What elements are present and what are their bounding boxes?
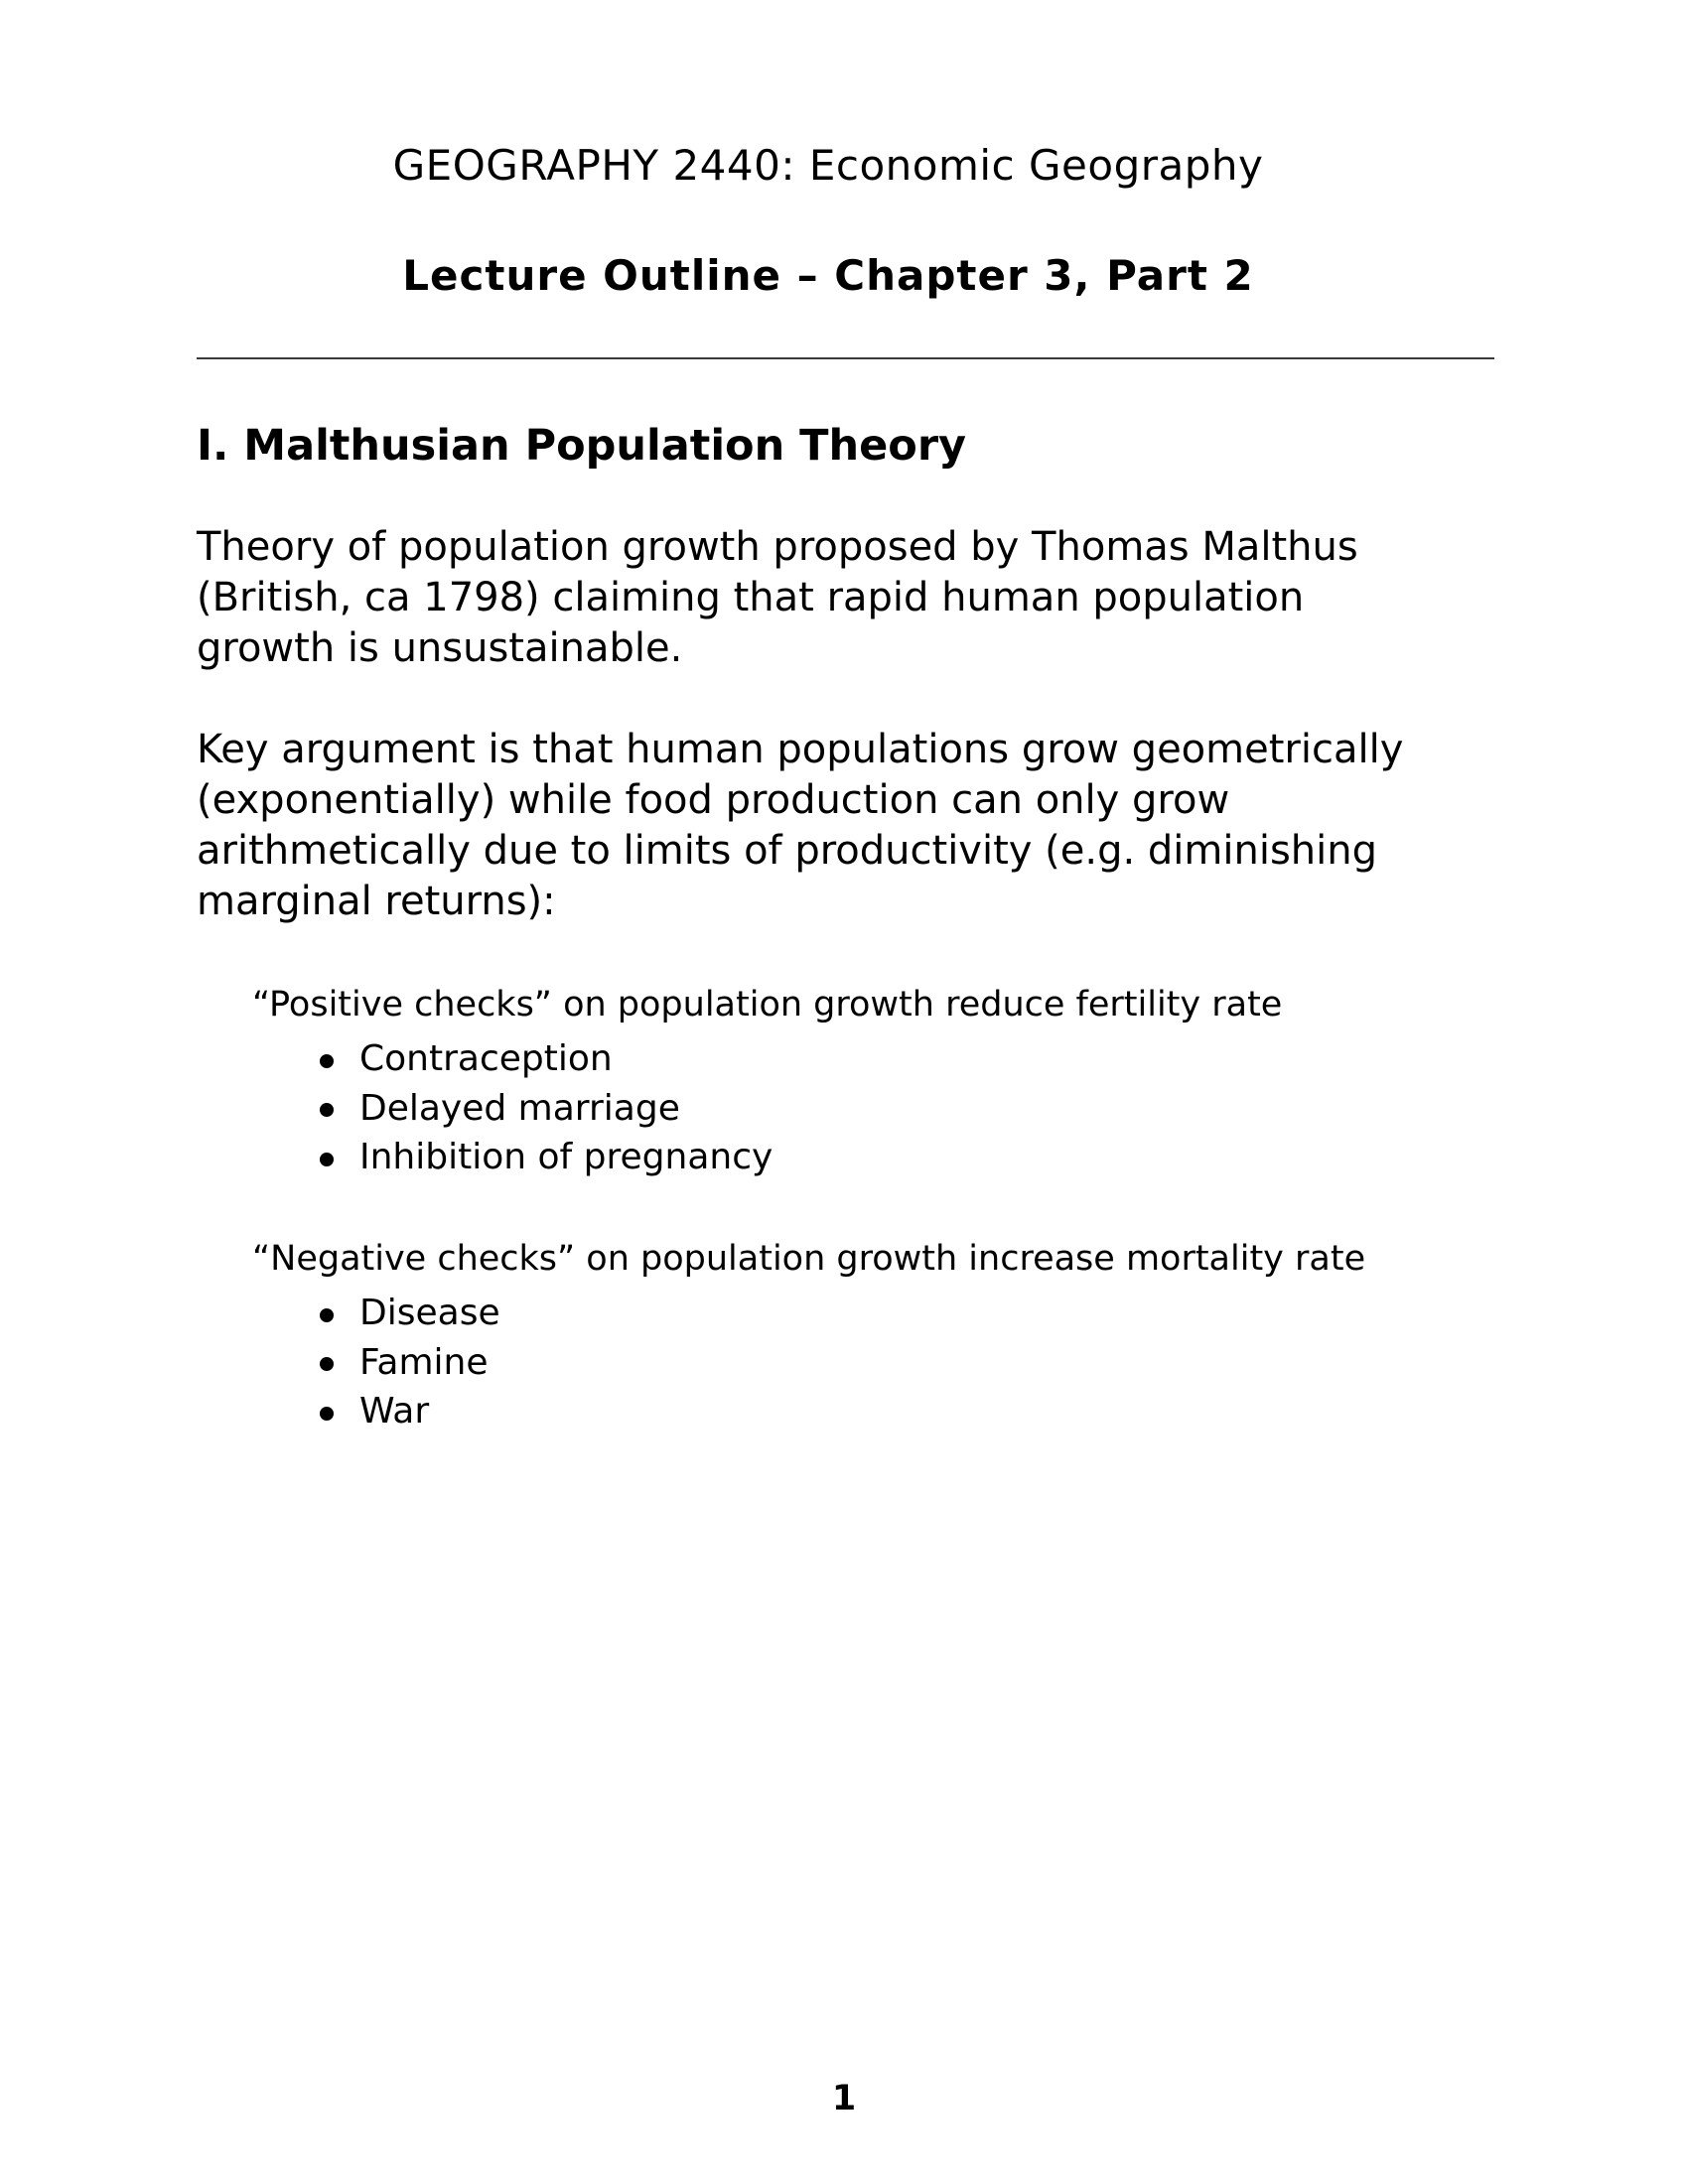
bullet-icon <box>320 1054 334 1068</box>
bullet-icon <box>320 1153 334 1166</box>
paragraph-theory-definition: Theory of population growth proposed by Thomas Malthus (British, ca 1798) claiming that rapid human population growth is unsustainable. <box>197 524 1358 671</box>
list-item <box>314 1388 1460 1435</box>
page-number: 1 <box>831 2079 857 2118</box>
positive-checks-block <box>252 983 1460 1181</box>
bullet-icon <box>320 1308 334 1322</box>
list-item-label: Delayed marriage <box>359 1087 680 1129</box>
negative-checks-list <box>252 1290 1460 1435</box>
list-item <box>314 1339 1460 1387</box>
section-heading-malthusian-theory: I. Malthusian Population Theory <box>197 421 967 471</box>
list-item <box>314 1085 1460 1133</box>
list-item <box>314 1134 1460 1181</box>
horizontal-rule <box>197 357 1494 359</box>
list-item-label: Disease <box>359 1293 500 1334</box>
list-item <box>314 1290 1460 1337</box>
list-item-label: War <box>359 1391 430 1433</box>
lecture-subtitle: Lecture Outline – Chapter 3, Part 2 <box>402 251 1254 300</box>
bullet-icon <box>320 1103 334 1117</box>
list-item-label: Contraception <box>359 1038 613 1080</box>
positive-checks-lead: “Positive checks” on population growth reduce fertility rate <box>252 984 1283 1024</box>
negative-checks-lead: “Negative checks” on population growth increase mortality rate <box>252 1238 1366 1279</box>
list-item <box>314 1035 1460 1083</box>
bullet-icon <box>320 1407 334 1421</box>
list-item-label: Inhibition of pregnancy <box>359 1137 774 1178</box>
positive-checks-list <box>252 1035 1460 1181</box>
course-title: GEOGRAPHY 2440: Economic Geography <box>392 141 1264 190</box>
paragraph-key-argument: Key argument is that human populations grow geometrically (exponentially) while food production can only grow arithmetically due to limits of productivity (e.g. diminishing marginal returns): <box>197 727 1404 924</box>
list-item-label: Famine <box>359 1341 489 1383</box>
negative-checks-block <box>252 1237 1460 1435</box>
bullet-icon <box>320 1357 334 1371</box>
